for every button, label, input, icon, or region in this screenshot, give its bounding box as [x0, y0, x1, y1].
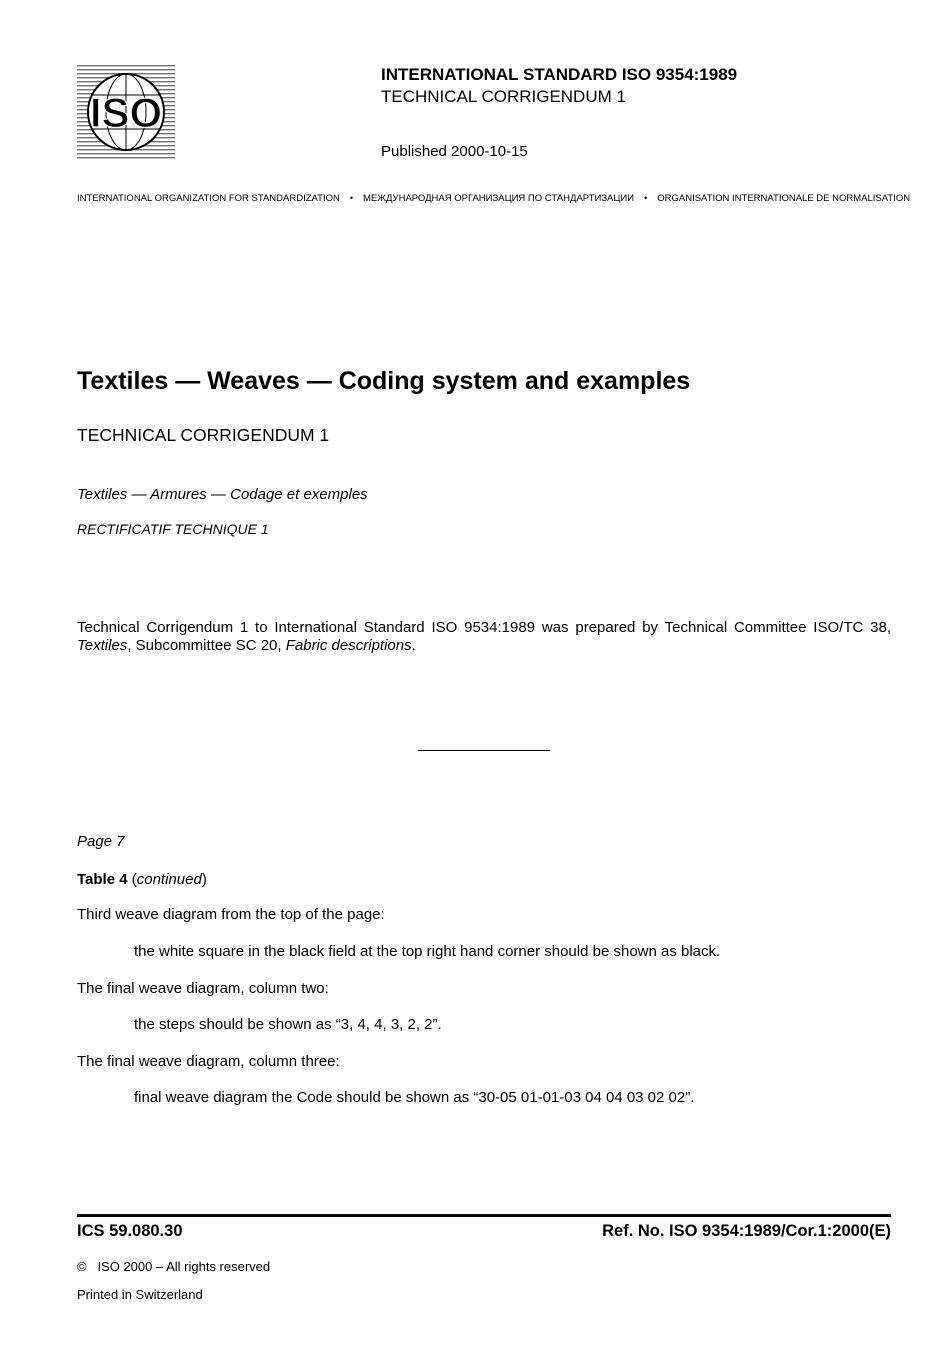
iso-logo-text: ISO: [89, 89, 163, 136]
org-name-fr: ORGANISATION INTERNATIONALE DE NORMALISATION: [657, 193, 911, 204]
footer-rule: [77, 1214, 891, 1217]
printed-location: Printed in Switzerland: [77, 1287, 203, 1302]
org-separator: •: [349, 193, 353, 203]
standard-title: INTERNATIONAL STANDARD ISO 9354:1989: [381, 65, 738, 84]
correction-heading-1: Third weave diagram from the top of the page:: [77, 906, 385, 923]
standard-subtitle: TECHNICAL CORRIGENDUM 1: [381, 87, 626, 106]
table-reference: Table 4 (continued): [77, 871, 207, 888]
correction-heading-3: The final weave diagram, column three:: [77, 1053, 340, 1070]
org-name-en: INTERNATIONAL ORGANIZATION FOR STANDARDIZATION: [77, 193, 340, 204]
subcommittee-name: Fabric descriptions: [285, 637, 412, 654]
page-reference: Page 7: [77, 833, 125, 850]
org-separator: •: [644, 193, 648, 203]
intro-paragraph: Technical Corrigendum 1 to International Standard ISO 9534:1989 was prepared by Technical Committee ISO/TC 38, Textiles, Subcommittee SC 20, Fabric descriptions.: [77, 619, 891, 654]
table-label: Table 4: [77, 871, 128, 888]
french-title: Textiles — Armures — Codage et exemples: [77, 486, 368, 503]
correction-heading-2: The final weave diagram, column two:: [77, 980, 329, 997]
correction-text-2: the steps should be shown as “3, 4, 4, 3, 2, 2”.: [134, 1016, 442, 1033]
correction-text-1: the white square in the black field at the top right hand corner should be shown as black.: [134, 943, 721, 960]
reference-number: Ref. No. ISO 9354:1989/Cor.1:2000(E): [602, 1222, 891, 1240]
document-title: Textiles — Weaves — Coding system and examples: [77, 367, 691, 395]
published-date: Published 2000-10-15: [381, 143, 528, 160]
correction-text-3: final weave diagram the Code should be shown as “30-05 01-01-03 04 04 03 02 02”.: [134, 1089, 695, 1106]
section-divider: [418, 750, 550, 751]
french-subtitle: RECTIFICATIF TECHNIQUE 1: [77, 521, 269, 537]
committee-name: Textiles: [77, 637, 128, 654]
ics-code: ICS 59.080.30: [77, 1222, 183, 1240]
table-note: continued: [136, 871, 202, 888]
iso-logo: [77, 65, 175, 159]
organization-line: [77, 193, 910, 204]
org-name-ru: МЕЖДУНАРОДНАЯ ОРГАНИЗАЦИЯ ПО СТАНДАРТИЗАЦИИ: [363, 193, 635, 204]
copyright-notice: © ISO 2000 – All rights reserved: [77, 1259, 271, 1274]
document-subtitle: TECHNICAL CORRIGENDUM 1: [77, 425, 330, 445]
copyright-icon: ©: [77, 1259, 87, 1274]
